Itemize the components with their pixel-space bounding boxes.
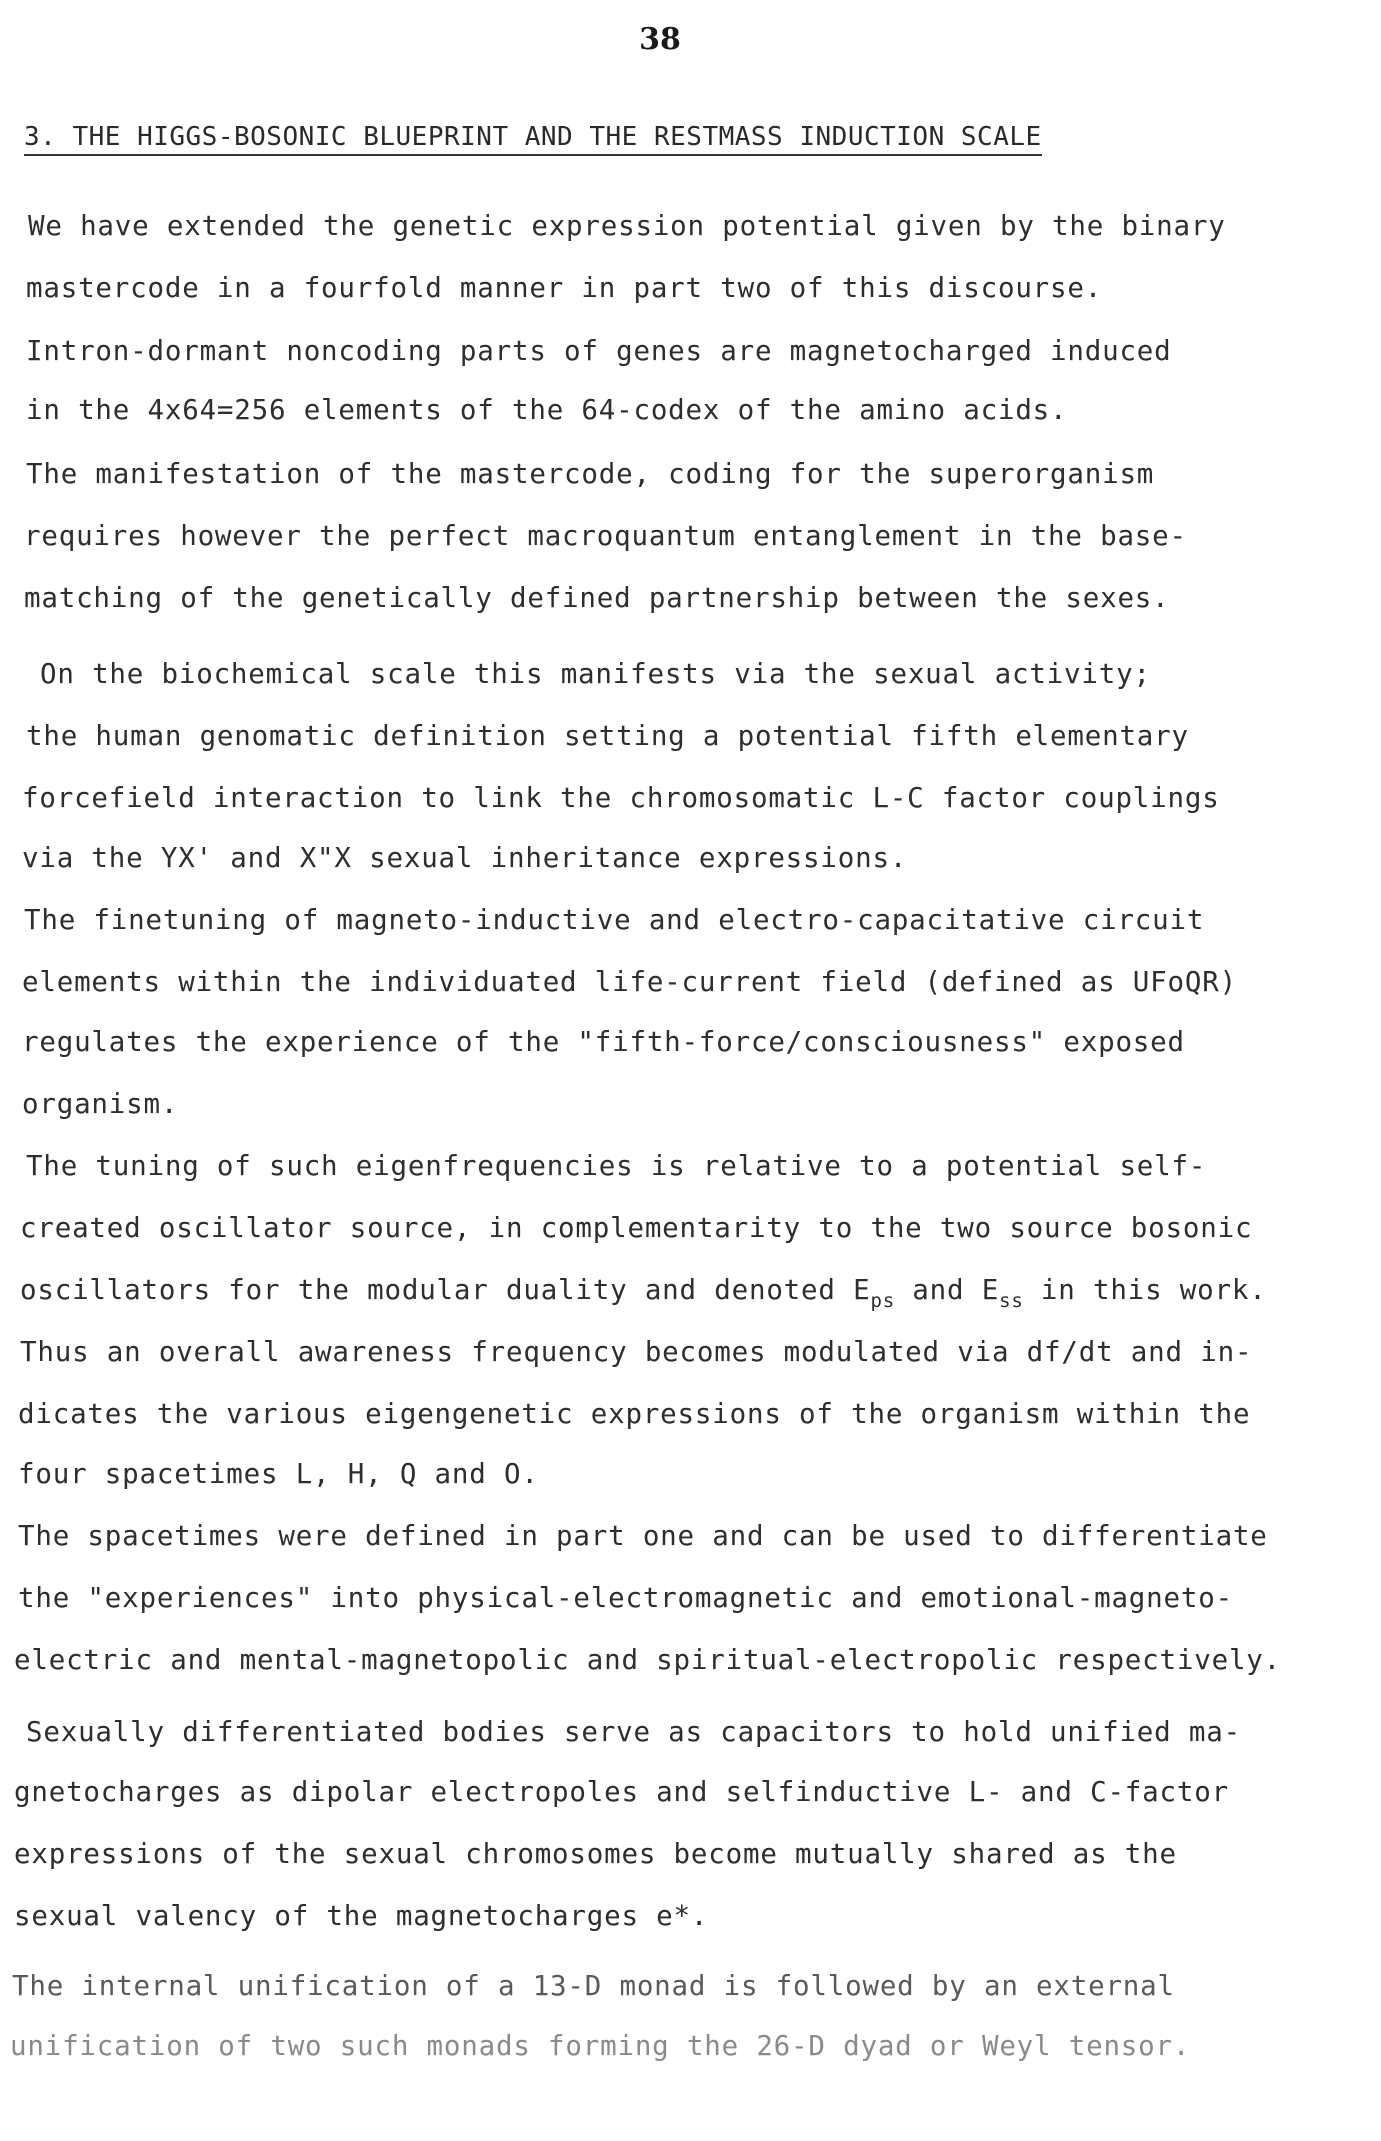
text-line: mastercode in a fourfold manner in part two of this discourse. bbox=[26, 272, 1103, 304]
section-heading: 3. THE HIGGS-BOSONIC BLUEPRINT AND THE RESTMASS INDUCTION SCALE bbox=[24, 122, 1042, 156]
text-line: organism. bbox=[22, 1088, 179, 1120]
text-line: Sexually differentiated bodies serve as capacitors to hold unified ma- bbox=[26, 1716, 1241, 1748]
text-line: elements within the individuated life-current field (defined as UFoQR) bbox=[22, 966, 1237, 998]
text-line: in the 4x64=256 elements of the 64-codex of the amino acids. bbox=[26, 394, 1068, 426]
text-line: sexual valency of the magnetocharges e*. bbox=[14, 1900, 709, 1932]
text-fragment: in this work. bbox=[1023, 1274, 1267, 1306]
text-line: via the YX' and X"X sexual inheritance expressions. bbox=[22, 842, 908, 874]
text-line: On the biochemical scale this manifests via the sexual activity; bbox=[40, 658, 1151, 690]
text-line: requires however the perfect macroquantum entanglement in the base- bbox=[24, 520, 1187, 552]
text-fragment: oscillators for the modular duality and denoted E bbox=[20, 1274, 871, 1306]
text-fragment: and E bbox=[894, 1274, 1000, 1306]
text-line: Intron-dormant noncoding parts of genes are magnetocharged induced bbox=[26, 335, 1172, 367]
subscript: ps bbox=[870, 1290, 895, 1312]
text-line: created oscillator source, in complementarity to the two source bosonic bbox=[20, 1212, 1253, 1244]
text-line: Thus an overall awareness frequency becomes modulated via df/dt and in- bbox=[20, 1336, 1253, 1368]
text-line: regulates the experience of the "fifth-force/consciousness" exposed bbox=[22, 1026, 1185, 1058]
text-line: The tuning of such eigenfrequencies is relative to a potential self- bbox=[26, 1150, 1207, 1182]
subscript: ss bbox=[999, 1290, 1024, 1312]
text-line: electric and mental-magnetopolic and spiritual-electropolic respectively. bbox=[14, 1644, 1282, 1676]
text-line: four spacetimes L, H, Q and O. bbox=[18, 1458, 539, 1490]
text-line: The internal unification of a 13-D monad is followed by an external bbox=[12, 1970, 1175, 2002]
text-line: unification of two such monads forming the 26-D dyad or Weyl tensor. bbox=[10, 2030, 1191, 2062]
text-line: The finetuning of magneto-inductive and electro-capacitative circuit bbox=[24, 904, 1205, 936]
page-number: 38 bbox=[639, 22, 681, 57]
text-line: expressions of the sexual chromosomes become mutually shared as the bbox=[14, 1838, 1177, 1870]
text-line: forcefield interaction to link the chromosomatic L-C factor couplings bbox=[22, 782, 1220, 814]
text-line: We have extended the genetic expression potential given by the binary bbox=[28, 210, 1226, 242]
text-line: dicates the various eigengenetic expressions of the organism within the bbox=[18, 1398, 1251, 1430]
text-line: the human genomatic definition setting a potential fifth elementary bbox=[26, 720, 1189, 752]
text-line bbox=[20, 1274, 1267, 1312]
text-line: The manifestation of the mastercode, coding for the superorganism bbox=[26, 458, 1155, 490]
text-line: The spacetimes were defined in part one and can be used to differentiate bbox=[18, 1520, 1268, 1552]
text-line: the "experiences" into physical-electromagnetic and emotional-magneto- bbox=[18, 1582, 1233, 1614]
text-line: gnetocharges as dipolar electropoles and selfinductive L- and C-factor bbox=[14, 1776, 1229, 1808]
text-line: matching of the genetically defined partnership between the sexes. bbox=[24, 582, 1170, 614]
